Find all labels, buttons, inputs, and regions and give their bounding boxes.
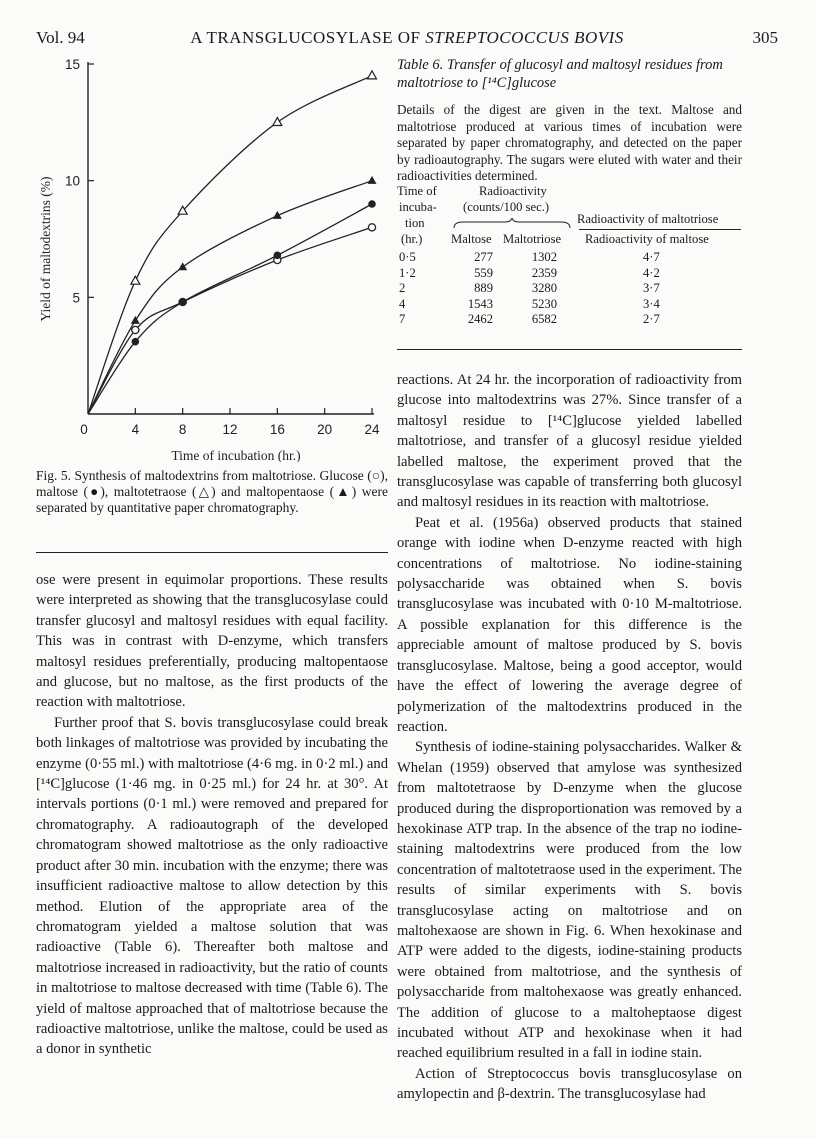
table-cell-maltose: 559 xyxy=(474,265,493,280)
caption-rule xyxy=(36,552,388,553)
head-maltotriose: Maltotriose xyxy=(503,232,562,246)
head-time-1: Time of xyxy=(397,184,437,198)
head-time-4: (hr.) xyxy=(401,232,423,246)
table-cell-maltotriose: 3280 xyxy=(531,281,557,295)
maltose-point xyxy=(368,200,376,208)
ratio-fraction-bar xyxy=(579,229,741,230)
head-maltose: Maltose xyxy=(451,232,492,246)
paragraph: Peat et al. (1956a) observed products that stained orange with iodine when D-enzyme reacted with high concentrations of maltotriose. No iodine-staining polysaccharide was obtained when S. bovis transglucosylase was incubated with 0·10 M-maltotriose. A possible explanation for this difference is the appreciable amount of maltose produced by S. bovis transglucosylase. Maltose, being a good acceptor, would have the effect of lowering the average degree of polymerization of the maltodextrins produced in the reaction. xyxy=(397,514,742,735)
table-cell-time: 7 xyxy=(399,312,406,326)
paragraph: reactions. At 24 hr. the incorporation of radioactivity from glucose into maltodextrins was 27%. Since transfer of a maltosyl residue to [¹⁴C]glucose yielded labelled maltotriose, and transfer of a glucosyl residue yielded labelled maltose, the experiment proved that the transglucosylase was capable of transferring both glucosyl and maltosyl residues in its reaction with maltotriose. xyxy=(397,372,742,511)
page-number: 305 xyxy=(752,28,778,47)
maltopentaose-line xyxy=(88,181,372,414)
table-cell-maltose: 889 xyxy=(474,281,493,295)
head-radio-1: Radioactivity xyxy=(479,184,547,198)
maltopentaose-point xyxy=(131,316,140,324)
paragraph: Further proof that S. bovis transglucosylase could break both linkages of maltotriose was provided by incubating the enzyme (0·55 ml.) with maltotriose (4·6 mg. in 0·2 ml.) and [¹⁴C]glucose (1·46 mg. in 0·25 ml.) for 24 hr. at 30°. At intervals portions (0·1 ml.) were removed and prepared for chromatography. A radioautograph of the developed chromatogram showed maltotriose as the only radioactive product after 30 min. incubation with the enzyme; there was insufficient radioactive maltose to allow detection by this method. Elution of the appropriate area of the chromatogram yielded a maltose solution that was radioactive (Table 6). Thereafter both maltose and maltotriose increased in radioactivity, but the ratio of counts in maltotriose to maltose decreased with time (Table 6). The yield of maltose approached that of maltotriose because the radioactive maltotriose, unlike the maltose, could be used as a donor in synthetic xyxy=(36,714,388,1058)
y-tick-label: 15 xyxy=(64,57,80,72)
table-cell-ratio: 4·7 xyxy=(643,250,660,264)
head-ratio-numerator: Radioactivity of maltotriose xyxy=(577,212,719,226)
table-cell-time: 0·5 xyxy=(399,250,416,264)
table-cell-maltose: 1543 xyxy=(467,296,493,311)
figure-5-chart xyxy=(30,52,390,462)
table-cell-ratio: 2·7 xyxy=(643,312,660,326)
chart-labels xyxy=(38,57,380,462)
figure-caption: Fig. 5. Synthesis of maltodextrins from maltotriose. Glucose (○), maltose (●), maltotetraose (△) and maltopentaose (▲) were separated by quantitative paper chromatography. xyxy=(36,468,388,515)
table-cell-time: 1·2 xyxy=(399,265,416,280)
paragraph: Action of Streptococcus bovis transglucosylase on amylopectin and β-dextrin. The transglucosylase had xyxy=(397,1065,742,1103)
running-title: A TRANSGLUCOSYLASE OF STREPTOCOCCUS BOVIS xyxy=(190,28,624,47)
glucose-point xyxy=(368,224,375,231)
y-tick-label: 5 xyxy=(72,290,80,306)
maltose-point xyxy=(274,252,282,260)
x-tick-label: 20 xyxy=(317,422,333,437)
x-axis-label: Time of incubation (hr.) xyxy=(171,448,301,462)
volume-label: Vol. 94 xyxy=(36,28,85,47)
x-tick-label: 0 xyxy=(80,422,88,437)
table-cell-maltose: 2462 xyxy=(467,312,493,326)
x-tick-label: 8 xyxy=(178,422,187,437)
running-header xyxy=(36,28,778,50)
head-time-2: incuba- xyxy=(399,200,437,214)
paragraph: Synthesis of iodine-staining polysaccharides. Walker & Whelan (1959) observed that amylose was synthesized from maltotetraose by D-enzyme when the glucose produced during the disproportionation was removed by a hexokinase ATP trap. In the absence of the trap no iodine-staining maltodextrins were produced from the low concentration of maltotetraose used in the experiment. The results of similar experiments with S. bovis transglucosylase acting on maltotriose and on maltohexaose are shown in Fig. 6. When hexokinase and ATP were added to the digests, iodine-staining products were obtained from maltotriose, and the synthesis of polysaccharide from maltohexaose was greatly enhanced. The addition of glucose to a maltoheptaose digest incubated without ATP and hexokinase when it had reached equilibrium resulted in a fall in iodine stain. xyxy=(397,739,742,1062)
table-bottom-rule xyxy=(397,349,742,350)
head-time-3: tion xyxy=(405,216,425,230)
paragraph: ose were present in equimolar proportions. These results were interpreted as showing that the transglucosylase could transfer glucosyl and maltosyl residues with equal facility. This was in contrast with D-enzyme, which transfers maltosyl residues preferentially, producing maltopentaose and glucose, but no maltose, as the first products of the reaction with maltotriose. xyxy=(36,572,388,711)
chart-series xyxy=(88,71,377,414)
x-tick-label: 16 xyxy=(269,422,285,437)
table-cell-ratio: 4·2 xyxy=(643,265,660,280)
brace xyxy=(453,217,571,229)
y-axis-label: Yield of maltodextrins (%) xyxy=(38,176,53,322)
x-tick-label: 4 xyxy=(131,422,140,437)
maltotetraose-point xyxy=(273,118,282,126)
maltotetraose-point xyxy=(131,276,140,284)
maltotetraose-line xyxy=(88,76,372,414)
right-column-text xyxy=(397,370,742,1105)
table-description: Details of the digest are given in the text. Maltose and maltotriose produced at various times of incubation were separated by paper chromatography, and detected on the paper by radioautography. The sugars were eluted with water and their radioactivities determined. xyxy=(397,102,742,184)
table-caption: Table 6. Transfer of glucosyl and maltosyl residues from maltotriose to [¹⁴C]glucose xyxy=(397,57,723,91)
head-radio-2: (counts/100 sec.) xyxy=(463,200,550,214)
table-cell-time: 2 xyxy=(399,281,406,295)
x-tick-label: 12 xyxy=(222,422,238,437)
maltose-point xyxy=(132,338,140,346)
maltopentaose-point xyxy=(368,176,377,184)
table-cell-ratio: 3·4 xyxy=(643,296,660,311)
table-cell-ratio: 3·7 xyxy=(643,281,660,295)
table-cell-maltotriose: 6582 xyxy=(531,312,557,326)
table-cell-maltotriose: 2359 xyxy=(531,265,557,280)
maltose-line xyxy=(88,204,372,414)
table-cell-time: 4 xyxy=(399,296,406,311)
table-cell-maltotriose: 1302 xyxy=(531,250,557,264)
table-cell-maltotriose: 5230 xyxy=(531,296,557,311)
maltopentaose-point xyxy=(178,262,187,270)
x-tick-label: 24 xyxy=(364,422,380,437)
table-cell-maltose: 277 xyxy=(474,250,493,264)
y-tick-label: 10 xyxy=(64,173,80,189)
head-ratio-denominator: Radioactivity of maltose xyxy=(585,232,709,246)
maltotetraose-point xyxy=(368,71,377,79)
maltose-point xyxy=(179,298,187,306)
left-column-text xyxy=(36,570,388,1060)
glucose-line xyxy=(88,227,372,414)
glucose-point xyxy=(132,326,139,333)
